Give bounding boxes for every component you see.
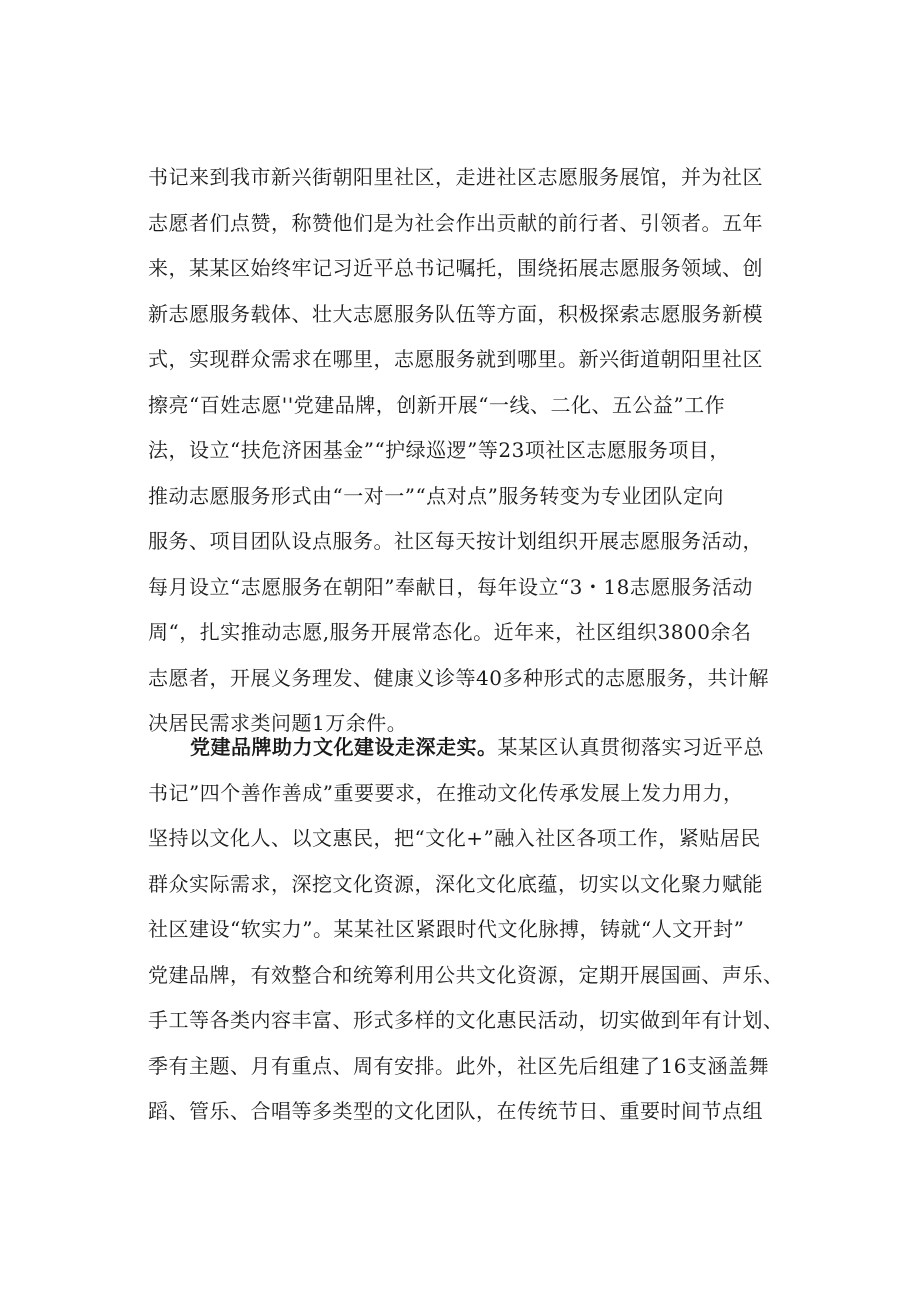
paragraph-line: 周“，扎实推动志愿,服务开展常态化。近年来，社区组织3800余名 xyxy=(148,620,752,644)
paragraph-line: 群众实际需求，深挖文化资源，深化文化底蕴，切实以文化聚力赋能 xyxy=(148,871,763,896)
paragraph-line: 书记”四个善作善成”重要要求，在推动文化传承发展上发力用力， xyxy=(148,780,744,805)
paragraph-line: 志愿者，开展义务理发、健康义诊等40多种形式的志愿服务，共计解 xyxy=(148,665,769,690)
paragraph-line: 党建品牌，有效整合和统筹利用公共文化资源，定期开展国画、声乐、 xyxy=(148,962,784,987)
paragraph-line: 坚持以文化人、以文惠民，把“文化+”融入社区各项工作，紧贴居民 xyxy=(148,826,761,850)
section-heading: 党建品牌助力文化建设走深走实。 xyxy=(190,735,498,759)
paragraph-culture-building xyxy=(148,725,800,1135)
paragraph-line: 推动志愿服务形式由“一对一”“点对点”服务转变为专业团队定向 xyxy=(148,483,724,508)
paragraph-line: 服务、项目团队设点服务。社区每天按计划组织开展志愿服务活动， xyxy=(148,529,763,553)
paragraph-line: 来，某某区始终牢记习近平总书记嘱托，围绕拓展志愿服务领域、创 xyxy=(148,256,763,280)
paragraph-volunteer-service xyxy=(148,155,800,747)
paragraph-line: 决居民需求类问题1万余件。 xyxy=(148,711,408,735)
paragraph-line: 志愿者们点赞，称赞他们是为社会作出贡献的前行者、引领者。五年 xyxy=(148,210,763,235)
paragraph-line: 季有主题、月有重点、周有安排。此外，社区先后组建了16支涵盖舞 xyxy=(148,1053,769,1078)
paragraph-line: 法，设立“扶危济困基金”“护绿巡逻”等23项社区志愿服务项目， xyxy=(148,438,730,462)
paragraph-line: 蹈、管乐、合唱等多类型的文化团队，在传统节日、重要时间节点组 xyxy=(148,1099,763,1123)
paragraph-line-rest: 某某区认真贯彻落实习近平总 xyxy=(497,735,764,759)
paragraph-line: 新志愿服务载体、壮大志愿服务队伍等方面，积极探索志愿服务新模 xyxy=(148,301,763,326)
paragraph-line: 每月设立“志愿服务在朝阳”奉献日，每年设立“3・18志愿服务活动 xyxy=(148,574,753,599)
paragraph-line: 书记来到我市新兴街朝阳里社区，走进社区志愿服务展馆，并为社区 xyxy=(148,165,763,189)
paragraph-line: 式，实现群众需求在哪里，志愿服务就到哪里。新兴街道朝阳里社区 xyxy=(148,347,763,371)
paragraph-line: 社区建设“软实力”。某某社区紧跟时代文化脉搏，铸就“人文开封” xyxy=(148,917,745,941)
paragraph-first-line xyxy=(148,725,800,771)
paragraph-line: 手工等各类内容丰富、形式多样的文化惠民活动，切实做到年有计划、 xyxy=(148,1008,784,1032)
paragraph-line: 擦亮“百姓志愿''党建品牌，创新开展“一线、二化、五公益”工作 xyxy=(148,392,726,417)
